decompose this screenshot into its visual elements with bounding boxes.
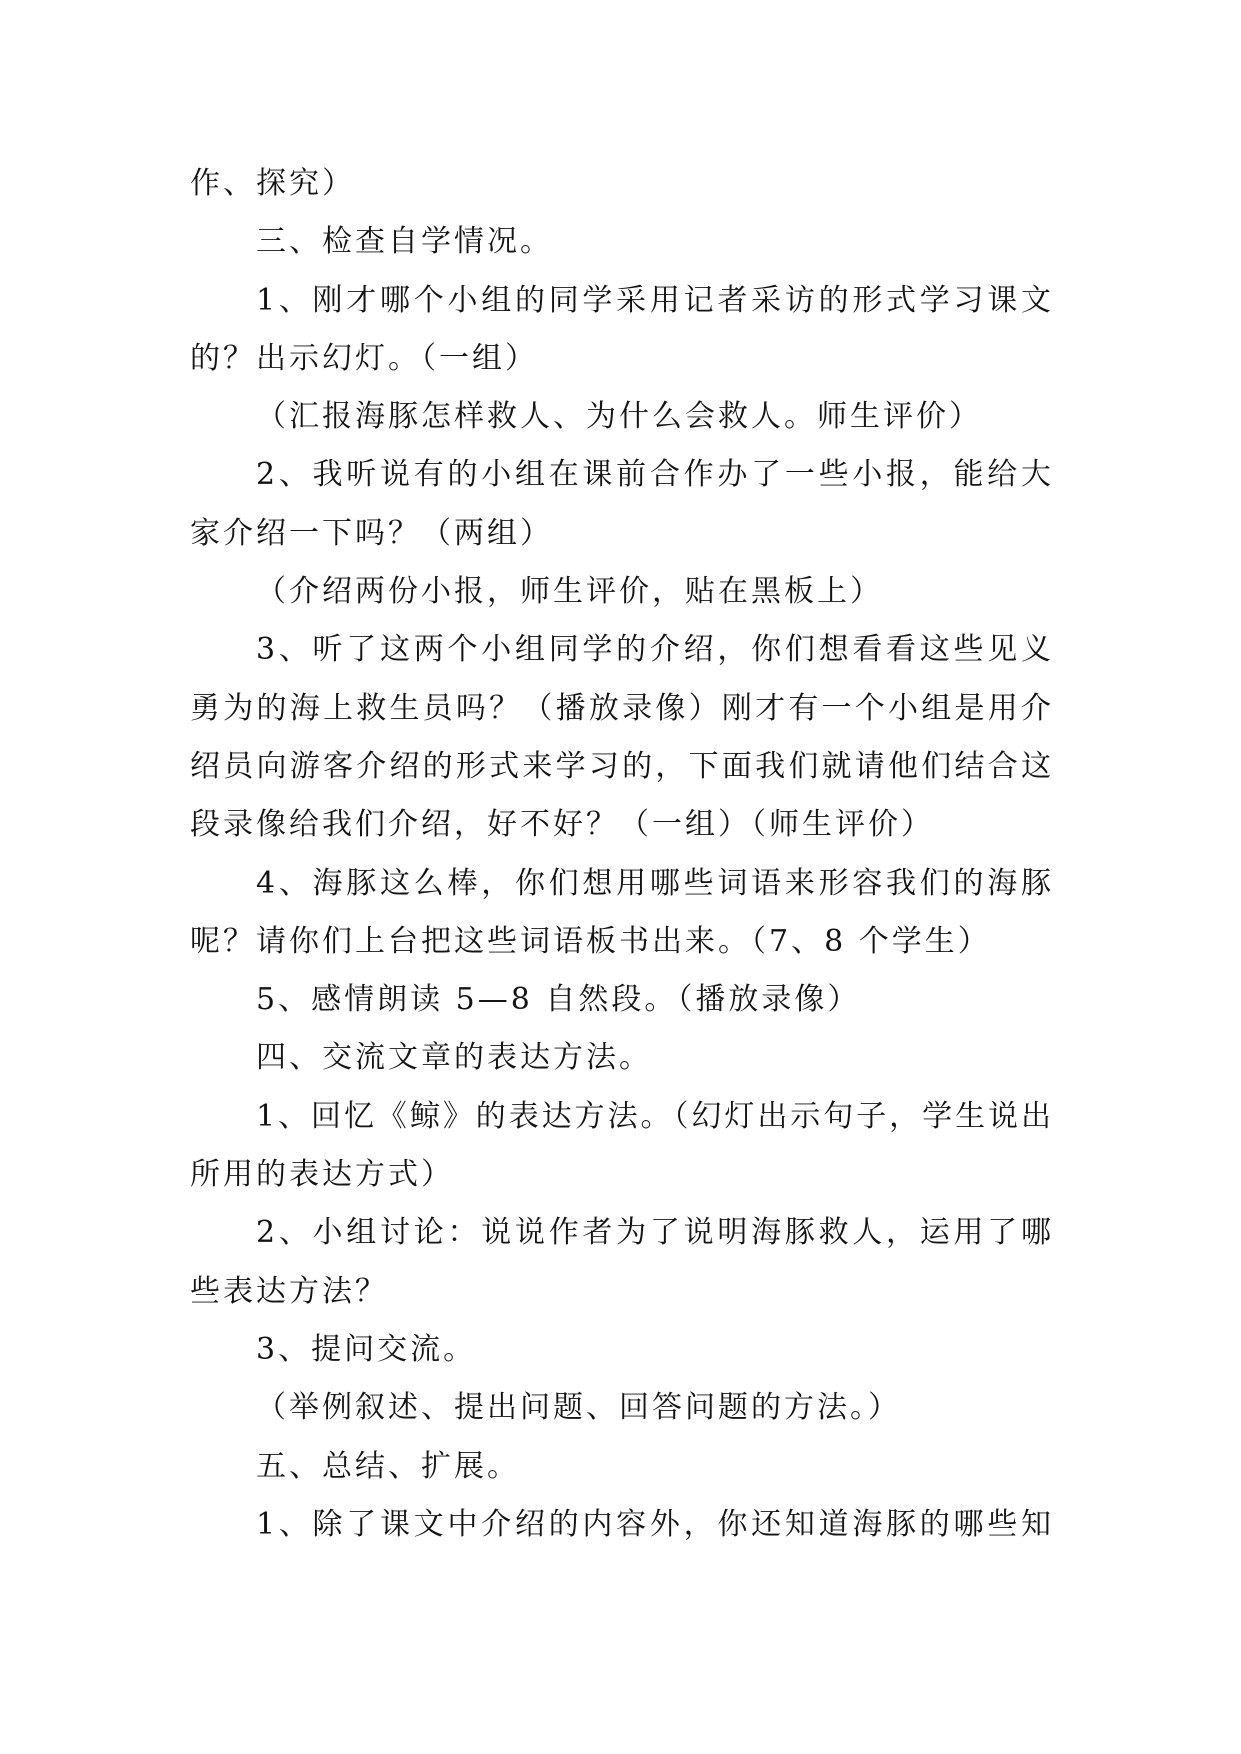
- paragraph: [190, 1088, 1051, 1205]
- text-line: （介绍两份小报，师生评价，贴在黑板上）: [256, 574, 883, 610]
- text-line: 家介绍一下吗？（两组）: [190, 515, 553, 551]
- paragraph: [190, 272, 1051, 389]
- section-heading-3: [190, 213, 1051, 271]
- paragraph-note: [190, 1379, 1051, 1437]
- text-line: 2、我听说有的小组在课前合作办了一些小报，能给大: [256, 457, 1051, 493]
- text-line: 3、提问交流。: [256, 1331, 477, 1367]
- text-line: 3、听了这两个小组同学的介绍，你们想看看这些见义: [256, 632, 1051, 668]
- heading-line: 三、检查自学情况。: [256, 224, 553, 260]
- paragraph: [190, 1496, 1051, 1554]
- paragraph: [190, 1204, 1051, 1321]
- text-line: 1、回忆《鲸》的表达方法。（幻灯出示句子，学生说出: [256, 1098, 1051, 1134]
- text-line: 5、感情朗读 5—8 自然段。（播放录像）: [256, 982, 861, 1018]
- text-line: 1、除了课文中介绍的内容外，你还知道海豚的哪些知: [256, 1506, 1051, 1542]
- paragraph-note: [190, 563, 1051, 621]
- paragraph: [190, 1321, 1051, 1379]
- text-line: 呢？请你们上台把这些词语板书出来。（7、8 个学生）: [190, 923, 991, 959]
- paragraph-note: [190, 388, 1051, 446]
- paragraph-continuation: [190, 155, 1051, 213]
- text-line: 1、刚才哪个小组的同学采用记者采访的形式学习课文: [256, 282, 1051, 318]
- paragraph: [190, 971, 1051, 1029]
- text-line: （举例叙述、提出问题、回答问题的方法。）: [256, 1390, 901, 1426]
- document-body: [190, 155, 1051, 1554]
- paragraph: [190, 621, 1051, 854]
- text-line: 所用的表达方式）: [190, 1157, 454, 1193]
- text-line: 些表达方法？: [190, 1273, 388, 1309]
- text-line: 2、小组讨论：说说作者为了说明海豚救人，运用了哪: [256, 1215, 1051, 1251]
- paragraph: [190, 855, 1051, 972]
- heading-line: 五、总结、扩展。: [256, 1448, 520, 1484]
- text-line: 作、探究）: [190, 166, 355, 201]
- text-line: 的？出示幻灯。（一组）: [190, 340, 538, 376]
- text-line: 4、海豚这么棒，你们想用哪些词语来形容我们的海豚: [256, 865, 1051, 901]
- section-heading-5: [190, 1438, 1051, 1496]
- heading-line: 四、交流文章的表达方法。: [256, 1040, 652, 1076]
- text-line: 勇为的海上救生员吗？（播放录像）刚才有一个小组是用介: [190, 690, 1051, 726]
- section-heading-4: [190, 1029, 1051, 1087]
- text-line: 段录像给我们介绍，好不好？（一组）（师生评价）: [190, 807, 934, 843]
- text-line: 绍员向游客介绍的形式来学习的，下面我们就请他们结合这: [190, 748, 1051, 784]
- paragraph: [190, 446, 1051, 563]
- text-line: （汇报海豚怎样救人、为什么会救人。师生评价）: [256, 399, 982, 435]
